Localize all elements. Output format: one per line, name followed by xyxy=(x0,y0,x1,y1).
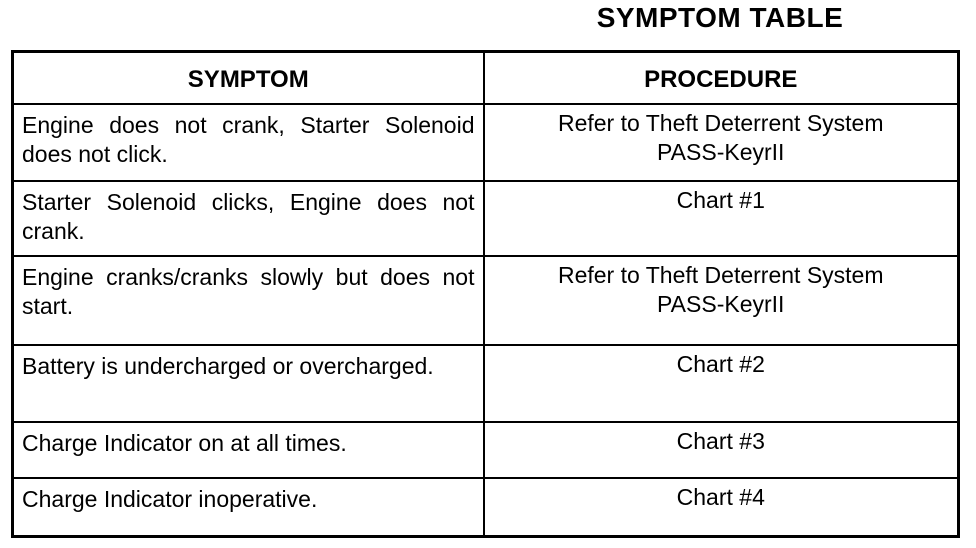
symptom-cell: Charge Indicator inoperative. xyxy=(13,478,484,536)
procedure-cell xyxy=(484,422,959,478)
header-symptom: SYMPTOM xyxy=(13,52,484,104)
procedure-cell xyxy=(484,345,959,423)
symptom-cell: Engine cranks/cranks slowly but does not start. xyxy=(13,256,484,344)
procedure-line: Chart #4 xyxy=(676,484,765,511)
procedure-line: Chart #2 xyxy=(676,350,765,377)
symptom-cell: Engine does not crank, Starter Solenoid does not click. xyxy=(13,104,484,182)
procedure-line: PASS-KeyrII xyxy=(657,138,785,165)
procedure-line: PASS-KeyrII xyxy=(657,291,785,318)
header-procedure: PROCEDURE xyxy=(484,52,959,104)
symptom-cell: Battery is undercharged or overcharged. xyxy=(13,345,484,423)
table-row xyxy=(13,181,959,256)
symptom-cell: Starter Solenoid clicks, Engine does not crank. xyxy=(13,181,484,256)
procedure-line: Chart #3 xyxy=(676,428,765,455)
procedure-line: Refer to Theft Deterrent System xyxy=(557,109,884,136)
symptom-table xyxy=(11,50,960,538)
table-row xyxy=(13,478,959,536)
table-row xyxy=(13,104,959,182)
table-row xyxy=(13,256,959,344)
table-row xyxy=(13,345,959,423)
procedure-cell xyxy=(484,256,959,344)
procedure-cell xyxy=(484,478,959,536)
symptom-cell: Charge Indicator on at all times. xyxy=(13,422,484,478)
page-title: SYMPTOM TABLE xyxy=(596,2,844,33)
procedure-line: Chart #1 xyxy=(676,187,765,214)
table-row xyxy=(13,422,959,478)
table-header-row xyxy=(13,52,959,104)
procedure-cell xyxy=(484,104,959,182)
procedure-line: Refer to Theft Deterrent System xyxy=(557,262,884,289)
procedure-cell xyxy=(484,181,959,256)
